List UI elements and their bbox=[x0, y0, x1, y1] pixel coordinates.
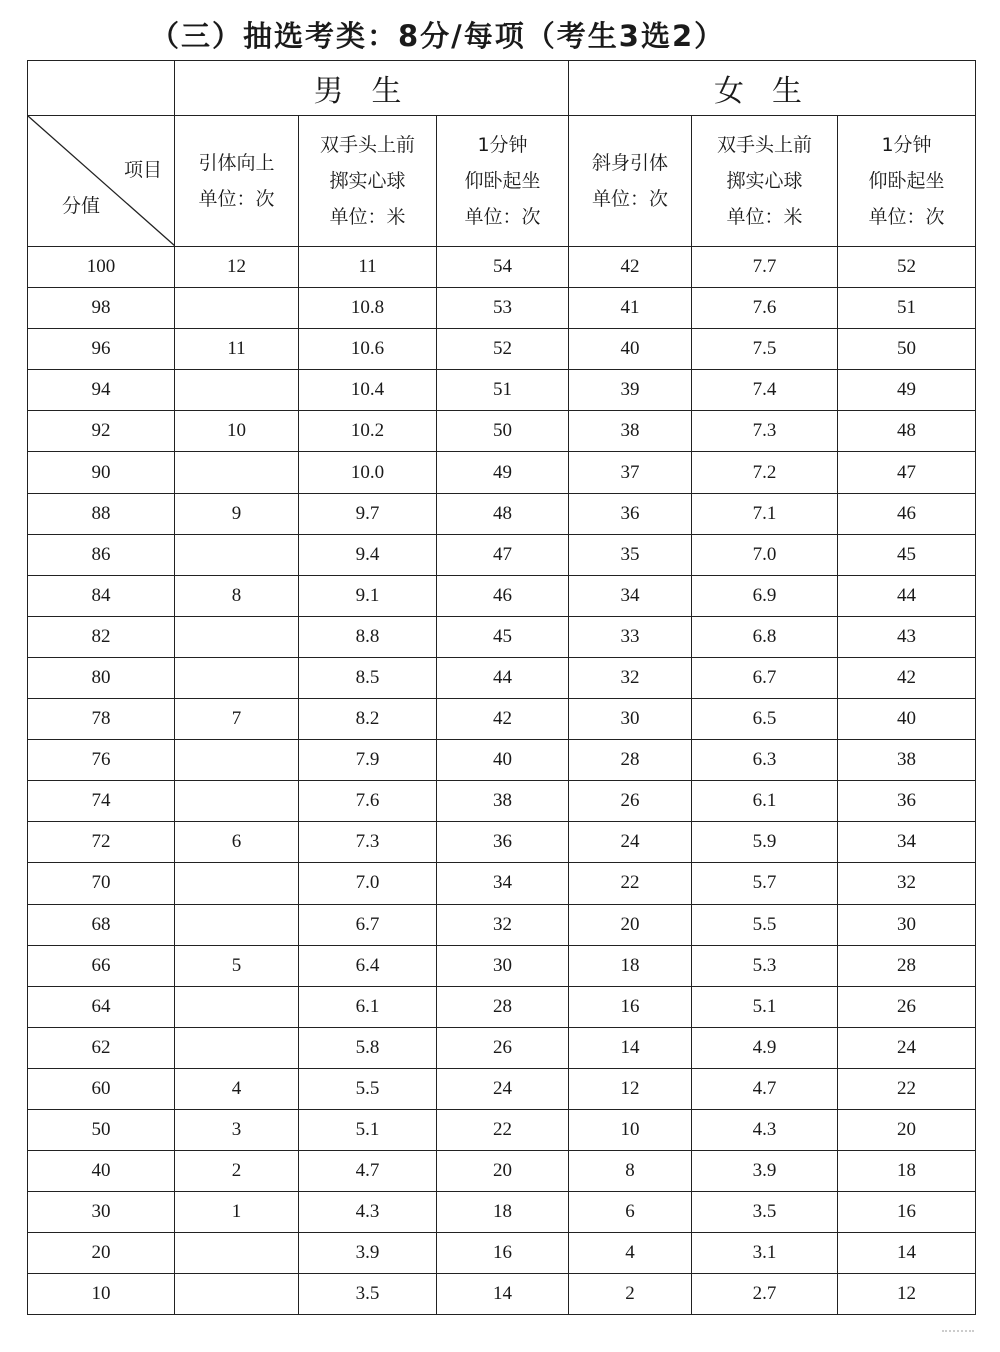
score-cell: 90 bbox=[28, 452, 175, 493]
score-cell: 68 bbox=[28, 904, 175, 945]
score-cell: 30 bbox=[28, 1192, 175, 1233]
value-cell: 24 bbox=[838, 1027, 976, 1068]
value-cell bbox=[175, 1027, 299, 1068]
table-row bbox=[28, 452, 976, 493]
value-cell: 2 bbox=[175, 1151, 299, 1192]
value-cell: 6.4 bbox=[299, 945, 437, 986]
table-row bbox=[28, 1233, 976, 1274]
value-cell: 9.4 bbox=[299, 534, 437, 575]
value-cell: 2 bbox=[569, 1274, 692, 1315]
value-cell: 7.6 bbox=[299, 781, 437, 822]
value-cell: 5.5 bbox=[692, 904, 838, 945]
score-cell: 10 bbox=[28, 1274, 175, 1315]
value-cell: 5.8 bbox=[299, 1027, 437, 1068]
value-cell bbox=[175, 288, 299, 329]
value-cell: 3.1 bbox=[692, 1233, 838, 1274]
value-cell: 7.3 bbox=[692, 411, 838, 452]
table-row bbox=[28, 945, 976, 986]
value-cell: 36 bbox=[838, 781, 976, 822]
table-row bbox=[28, 1109, 976, 1150]
table-row bbox=[28, 329, 976, 370]
value-cell: 7.6 bbox=[692, 288, 838, 329]
value-cell: 18 bbox=[437, 1192, 569, 1233]
value-cell bbox=[175, 904, 299, 945]
value-cell: 7.9 bbox=[299, 740, 437, 781]
value-cell: 24 bbox=[569, 822, 692, 863]
value-cell: 9 bbox=[175, 493, 299, 534]
value-cell: 36 bbox=[569, 493, 692, 534]
value-cell: 38 bbox=[569, 411, 692, 452]
value-cell: 7.2 bbox=[692, 452, 838, 493]
col-header-incline-pullup: 斜身引体 单位：次 bbox=[569, 116, 692, 247]
value-cell: 4.7 bbox=[692, 1068, 838, 1109]
score-cell: 92 bbox=[28, 411, 175, 452]
value-cell: 8.8 bbox=[299, 616, 437, 657]
table-row bbox=[28, 699, 976, 740]
diagonal-corner-cell bbox=[28, 116, 175, 247]
table-row bbox=[28, 1027, 976, 1068]
value-cell: 52 bbox=[838, 247, 976, 288]
value-cell: 11 bbox=[175, 329, 299, 370]
table-row bbox=[28, 822, 976, 863]
score-cell: 72 bbox=[28, 822, 175, 863]
value-cell: 34 bbox=[437, 863, 569, 904]
value-cell: 45 bbox=[838, 534, 976, 575]
value-cell: 32 bbox=[569, 657, 692, 698]
table-row bbox=[28, 493, 976, 534]
col-header-female-ball-throw: 双手头上前 掷实心球 单位：米 bbox=[692, 116, 838, 247]
value-cell: 47 bbox=[838, 452, 976, 493]
value-cell: 8 bbox=[175, 575, 299, 616]
value-cell: 10.0 bbox=[299, 452, 437, 493]
value-cell: 6.7 bbox=[692, 657, 838, 698]
value-cell: 51 bbox=[838, 288, 976, 329]
value-cell: 44 bbox=[437, 657, 569, 698]
value-cell: 30 bbox=[437, 945, 569, 986]
scoring-table bbox=[27, 60, 976, 1315]
score-cell: 70 bbox=[28, 863, 175, 904]
value-cell: 7.4 bbox=[692, 370, 838, 411]
value-cell: 4.3 bbox=[692, 1109, 838, 1150]
value-cell: 14 bbox=[838, 1233, 976, 1274]
value-cell: 35 bbox=[569, 534, 692, 575]
value-cell: 42 bbox=[569, 247, 692, 288]
score-cell: 40 bbox=[28, 1151, 175, 1192]
value-cell: 26 bbox=[437, 1027, 569, 1068]
value-cell: 28 bbox=[437, 986, 569, 1027]
value-cell bbox=[175, 534, 299, 575]
item-label: 项目 bbox=[123, 159, 162, 181]
score-cell: 88 bbox=[28, 493, 175, 534]
table-row bbox=[28, 1068, 976, 1109]
table-row bbox=[28, 781, 976, 822]
value-cell: 1 bbox=[175, 1192, 299, 1233]
value-cell: 40 bbox=[569, 329, 692, 370]
score-label: 分值 bbox=[62, 195, 101, 217]
value-cell: 6.8 bbox=[692, 616, 838, 657]
value-cell: 47 bbox=[437, 534, 569, 575]
table-row bbox=[28, 247, 976, 288]
table-row bbox=[28, 904, 976, 945]
value-cell: 42 bbox=[437, 699, 569, 740]
value-cell: 33 bbox=[569, 616, 692, 657]
value-cell: 5.1 bbox=[692, 986, 838, 1027]
value-cell bbox=[175, 452, 299, 493]
score-cell: 78 bbox=[28, 699, 175, 740]
value-cell: 4 bbox=[175, 1068, 299, 1109]
value-cell: 40 bbox=[838, 699, 976, 740]
table-row bbox=[28, 411, 976, 452]
score-cell: 82 bbox=[28, 616, 175, 657]
value-cell: 52 bbox=[437, 329, 569, 370]
value-cell: 53 bbox=[437, 288, 569, 329]
value-cell: 7.1 bbox=[692, 493, 838, 534]
value-cell: 38 bbox=[437, 781, 569, 822]
col-header-pullup: 引体向上 单位：次 bbox=[175, 116, 299, 247]
value-cell: 46 bbox=[838, 493, 976, 534]
value-cell: 3.9 bbox=[299, 1233, 437, 1274]
score-cell: 80 bbox=[28, 657, 175, 698]
value-cell: 3.5 bbox=[299, 1274, 437, 1315]
value-cell: 10 bbox=[175, 411, 299, 452]
value-cell: 5.1 bbox=[299, 1109, 437, 1150]
value-cell bbox=[175, 1274, 299, 1315]
value-cell bbox=[175, 1233, 299, 1274]
value-cell: 16 bbox=[838, 1192, 976, 1233]
value-cell: 20 bbox=[838, 1109, 976, 1150]
value-cell bbox=[175, 863, 299, 904]
value-cell: 39 bbox=[569, 370, 692, 411]
value-cell: 22 bbox=[838, 1068, 976, 1109]
value-cell: 7.0 bbox=[299, 863, 437, 904]
value-cell: 30 bbox=[569, 699, 692, 740]
value-cell: 12 bbox=[569, 1068, 692, 1109]
table-row bbox=[28, 534, 976, 575]
value-cell bbox=[175, 616, 299, 657]
value-cell: 30 bbox=[838, 904, 976, 945]
table-row bbox=[28, 740, 976, 781]
page-title: （三）抽选考类：8分/每项（考生3选2） bbox=[150, 19, 726, 53]
value-cell: 3.5 bbox=[692, 1192, 838, 1233]
value-cell: 2.7 bbox=[692, 1274, 838, 1315]
value-cell: 12 bbox=[838, 1274, 976, 1315]
score-cell: 76 bbox=[28, 740, 175, 781]
value-cell: 40 bbox=[437, 740, 569, 781]
value-cell bbox=[175, 370, 299, 411]
value-cell: 4.9 bbox=[692, 1027, 838, 1068]
value-cell: 43 bbox=[838, 616, 976, 657]
value-cell: 6 bbox=[569, 1192, 692, 1233]
value-cell: 10.4 bbox=[299, 370, 437, 411]
score-cell: 50 bbox=[28, 1109, 175, 1150]
score-cell: 94 bbox=[28, 370, 175, 411]
value-cell: 8.5 bbox=[299, 657, 437, 698]
col-header-male-ball-throw: 双手头上前 掷实心球 单位：米 bbox=[299, 116, 437, 247]
value-cell: 50 bbox=[437, 411, 569, 452]
value-cell: 37 bbox=[569, 452, 692, 493]
value-cell: 51 bbox=[437, 370, 569, 411]
value-cell: 7.3 bbox=[299, 822, 437, 863]
table-row bbox=[28, 863, 976, 904]
value-cell: 5 bbox=[175, 945, 299, 986]
value-cell: 14 bbox=[569, 1027, 692, 1068]
table-row bbox=[28, 1192, 976, 1233]
value-cell: 32 bbox=[437, 904, 569, 945]
value-cell: 49 bbox=[838, 370, 976, 411]
value-cell: 42 bbox=[838, 657, 976, 698]
value-cell: 22 bbox=[569, 863, 692, 904]
value-cell: 7.7 bbox=[692, 247, 838, 288]
value-cell bbox=[175, 740, 299, 781]
value-cell: 4.7 bbox=[299, 1151, 437, 1192]
value-cell: 7.5 bbox=[692, 329, 838, 370]
column-header-row bbox=[28, 116, 976, 247]
value-cell: 16 bbox=[437, 1233, 569, 1274]
value-cell: 6.1 bbox=[692, 781, 838, 822]
value-cell: 9.7 bbox=[299, 493, 437, 534]
value-cell: 28 bbox=[569, 740, 692, 781]
value-cell: 54 bbox=[437, 247, 569, 288]
value-cell: 7 bbox=[175, 699, 299, 740]
score-cell: 60 bbox=[28, 1068, 175, 1109]
value-cell: 12 bbox=[175, 247, 299, 288]
value-cell: 10 bbox=[569, 1109, 692, 1150]
value-cell: 3.9 bbox=[692, 1151, 838, 1192]
value-cell: 5.7 bbox=[692, 863, 838, 904]
value-cell: 26 bbox=[838, 986, 976, 1027]
score-cell: 96 bbox=[28, 329, 175, 370]
col-header-male-situp: 1分钟 仰卧起坐 单位：次 bbox=[437, 116, 569, 247]
value-cell: 45 bbox=[437, 616, 569, 657]
value-cell: 5.5 bbox=[299, 1068, 437, 1109]
value-cell: 24 bbox=[437, 1068, 569, 1109]
value-cell: 8.2 bbox=[299, 699, 437, 740]
score-cell: 62 bbox=[28, 1027, 175, 1068]
value-cell: 34 bbox=[569, 575, 692, 616]
table-row bbox=[28, 370, 976, 411]
watermark bbox=[942, 1324, 974, 1332]
value-cell: 4.3 bbox=[299, 1192, 437, 1233]
value-cell: 14 bbox=[437, 1274, 569, 1315]
value-cell: 6.5 bbox=[692, 699, 838, 740]
value-cell: 5.9 bbox=[692, 822, 838, 863]
value-cell: 16 bbox=[569, 986, 692, 1027]
value-cell: 8 bbox=[569, 1151, 692, 1192]
col-header-female-situp: 1分钟 仰卧起坐 单位：次 bbox=[838, 116, 976, 247]
group-header-row bbox=[28, 61, 976, 116]
table-row bbox=[28, 288, 976, 329]
value-cell: 6.7 bbox=[299, 904, 437, 945]
value-cell: 36 bbox=[437, 822, 569, 863]
score-cell: 98 bbox=[28, 288, 175, 329]
score-cell: 64 bbox=[28, 986, 175, 1027]
value-cell: 4 bbox=[569, 1233, 692, 1274]
value-cell: 18 bbox=[569, 945, 692, 986]
value-cell: 5.3 bbox=[692, 945, 838, 986]
value-cell: 9.1 bbox=[299, 575, 437, 616]
score-cell: 20 bbox=[28, 1233, 175, 1274]
value-cell: 48 bbox=[437, 493, 569, 534]
value-cell bbox=[175, 781, 299, 822]
value-cell bbox=[175, 986, 299, 1027]
value-cell: 3 bbox=[175, 1109, 299, 1150]
value-cell: 34 bbox=[838, 822, 976, 863]
value-cell: 20 bbox=[569, 904, 692, 945]
table-row bbox=[28, 575, 976, 616]
value-cell: 10.8 bbox=[299, 288, 437, 329]
value-cell: 10.6 bbox=[299, 329, 437, 370]
table-row bbox=[28, 616, 976, 657]
value-cell: 28 bbox=[838, 945, 976, 986]
value-cell: 26 bbox=[569, 781, 692, 822]
female-group-header: 女生 bbox=[569, 61, 976, 116]
empty-corner-cell bbox=[28, 61, 175, 116]
value-cell: 6.3 bbox=[692, 740, 838, 781]
value-cell: 6.9 bbox=[692, 575, 838, 616]
value-cell: 48 bbox=[838, 411, 976, 452]
value-cell: 32 bbox=[838, 863, 976, 904]
value-cell: 11 bbox=[299, 247, 437, 288]
value-cell: 41 bbox=[569, 288, 692, 329]
value-cell: 50 bbox=[838, 329, 976, 370]
value-cell: 10.2 bbox=[299, 411, 437, 452]
value-cell: 46 bbox=[437, 575, 569, 616]
male-group-header: 男生 bbox=[175, 61, 569, 116]
value-cell bbox=[175, 657, 299, 698]
table-row bbox=[28, 1274, 976, 1315]
score-cell: 84 bbox=[28, 575, 175, 616]
value-cell: 6 bbox=[175, 822, 299, 863]
table-row bbox=[28, 986, 976, 1027]
value-cell: 7.0 bbox=[692, 534, 838, 575]
value-cell: 20 bbox=[437, 1151, 569, 1192]
value-cell: 22 bbox=[437, 1109, 569, 1150]
value-cell: 18 bbox=[838, 1151, 976, 1192]
value-cell: 49 bbox=[437, 452, 569, 493]
value-cell: 6.1 bbox=[299, 986, 437, 1027]
table-row bbox=[28, 657, 976, 698]
table-row bbox=[28, 1151, 976, 1192]
value-cell: 38 bbox=[838, 740, 976, 781]
score-cell: 100 bbox=[28, 247, 175, 288]
score-cell: 66 bbox=[28, 945, 175, 986]
score-cell: 86 bbox=[28, 534, 175, 575]
value-cell: 44 bbox=[838, 575, 976, 616]
score-cell: 74 bbox=[28, 781, 175, 822]
